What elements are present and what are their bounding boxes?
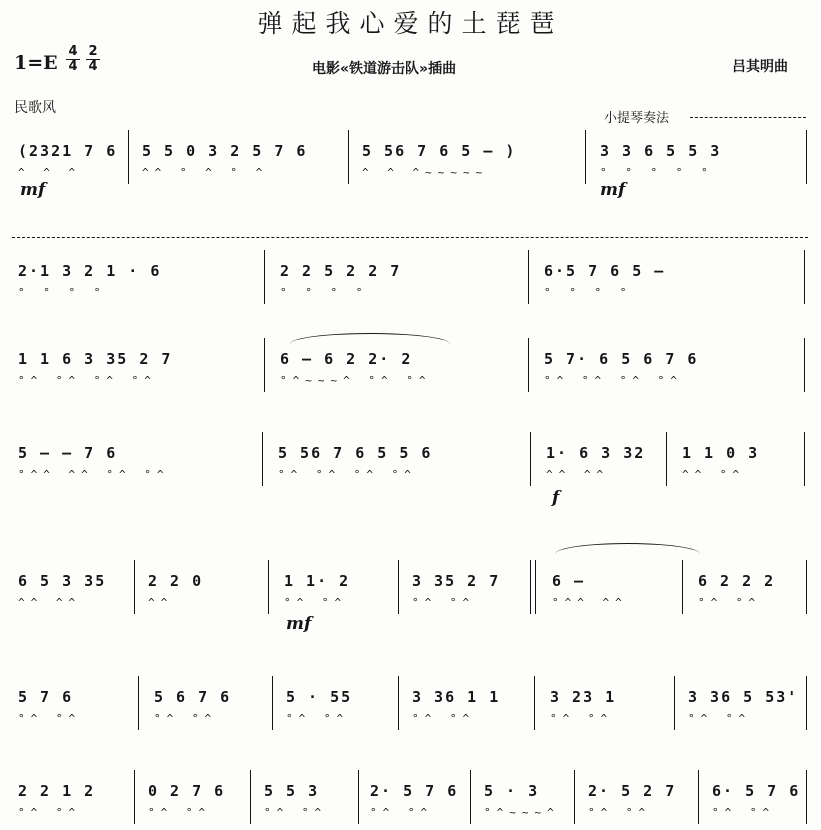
barline bbox=[804, 338, 805, 392]
measure bbox=[276, 560, 394, 620]
measure-marks: °^ °^ bbox=[18, 806, 82, 819]
song-title: 弹起我心爱的土琵琶 bbox=[257, 9, 564, 38]
barline bbox=[806, 560, 807, 614]
measure-notes: 2·1 3 2 1 · 6 bbox=[18, 262, 162, 280]
measure-notes: 5 7· 6 5 6 7 6 bbox=[544, 350, 699, 368]
measure-notes: 1 1 6 3 35 2 7 bbox=[18, 350, 173, 368]
measure-marks: °^ °^ °^ °^ bbox=[18, 374, 157, 387]
time-signature-4-4 bbox=[66, 46, 80, 73]
measure bbox=[476, 770, 574, 830]
measure-marks: °^ °^ °^ °^ bbox=[544, 374, 683, 387]
measure bbox=[362, 770, 466, 830]
measure-marks: °^~~~^ °^ °^ bbox=[280, 374, 432, 387]
measure-notes: 5 · 55 bbox=[286, 688, 353, 706]
barline bbox=[272, 676, 273, 730]
measure-marks: ^^ °^ bbox=[682, 468, 746, 481]
measure-notes: (2321 7 6 bbox=[18, 142, 118, 160]
measure-marks: °^ °^ bbox=[18, 712, 82, 725]
measure bbox=[270, 432, 530, 492]
measure-notes: 6· 5 7 6 bbox=[712, 782, 801, 800]
barline bbox=[134, 770, 135, 824]
measure-marks: °^^ ^^ bbox=[552, 596, 628, 609]
measure bbox=[140, 770, 250, 830]
measure bbox=[580, 770, 698, 830]
slur bbox=[555, 543, 700, 554]
measure bbox=[272, 250, 522, 310]
barline bbox=[806, 770, 807, 824]
measure-notes: 3 36 5 53' bbox=[688, 688, 799, 706]
measure-notes: 5 5 3 bbox=[264, 782, 320, 800]
barline bbox=[530, 560, 531, 614]
measure-notes: 5 56 7 6 5 – ) bbox=[362, 142, 517, 160]
measure-marks: °^ °^ °^ °^ bbox=[278, 468, 417, 481]
measure-marks: °^ °^ bbox=[370, 806, 434, 819]
measure-marks: °^ °^ bbox=[148, 806, 212, 819]
barline bbox=[264, 250, 265, 304]
measure-notes: 6 – bbox=[552, 572, 586, 590]
measure-notes: 2 2 1 2 bbox=[18, 782, 96, 800]
barline bbox=[262, 432, 263, 486]
measure-notes: 0 2 7 6 bbox=[148, 782, 226, 800]
song-subtitle: 电影«铁道游击队»插曲 bbox=[312, 61, 457, 77]
measure-marks: ° ° ° ° bbox=[280, 286, 369, 299]
measure-marks: °^ °^ bbox=[412, 712, 476, 725]
measure bbox=[542, 676, 667, 736]
measure-notes: 5 56 7 6 5 5 6 bbox=[278, 444, 433, 462]
time-signature-2-4 bbox=[86, 46, 100, 73]
measure bbox=[10, 560, 130, 620]
measure bbox=[10, 770, 128, 830]
dynamic-mf: mf bbox=[600, 180, 626, 200]
measure-notes: 5 5 0 3 2 5 7 6 bbox=[142, 142, 308, 160]
barline bbox=[804, 250, 805, 304]
barline bbox=[134, 560, 135, 614]
measure bbox=[272, 338, 522, 398]
measure-notes: 6·5 7 6 5 – bbox=[544, 262, 666, 280]
measure-marks: °^ °^ bbox=[712, 806, 776, 819]
staff-row-7 bbox=[0, 770, 821, 830]
staff-row-3 bbox=[0, 338, 821, 398]
measure-marks: ^ ^ ^ bbox=[18, 166, 82, 179]
measure-notes: 1 1· 2 bbox=[284, 572, 351, 590]
measure-notes: 1· 6 3 32 bbox=[546, 444, 646, 462]
barline bbox=[348, 130, 349, 184]
dynamic-mf: mf bbox=[20, 180, 46, 200]
measure-marks: ° ° ° ° ° bbox=[600, 166, 714, 179]
time-denominator: 4 bbox=[68, 59, 78, 74]
staff-row-2 bbox=[0, 250, 821, 310]
measure-notes: 5 · 3 bbox=[484, 782, 540, 800]
barline bbox=[585, 130, 586, 184]
barline bbox=[264, 338, 265, 392]
barline bbox=[528, 250, 529, 304]
dynamic-mf: mf bbox=[286, 614, 312, 634]
measure-notes: 2· 5 2 7 bbox=[588, 782, 677, 800]
barline bbox=[398, 676, 399, 730]
measure-marks: ^^ ^^ bbox=[18, 596, 82, 609]
barline bbox=[250, 770, 251, 824]
time-numerator: 2 bbox=[88, 44, 98, 59]
measure-marks: °^ °^ bbox=[698, 596, 762, 609]
barline bbox=[534, 676, 535, 730]
measure bbox=[354, 130, 574, 190]
measure-notes: 6 – 6 2 2· 2 bbox=[280, 350, 413, 368]
barline bbox=[138, 676, 139, 730]
measure bbox=[10, 676, 130, 736]
barline bbox=[470, 770, 471, 824]
staff-row-4 bbox=[0, 432, 821, 492]
measure-notes: 1 1 0 3 bbox=[682, 444, 760, 462]
measure bbox=[544, 560, 674, 620]
measure-marks: ^^ ^^ bbox=[546, 468, 610, 481]
measure-notes: 3 23 1 bbox=[550, 688, 617, 706]
measure-notes: 5 7 6 bbox=[18, 688, 74, 706]
measure-marks: °^ °^ bbox=[284, 596, 348, 609]
measure-marks: °^ °^ bbox=[264, 806, 328, 819]
measure bbox=[536, 338, 796, 398]
dynamic-f: f bbox=[552, 488, 560, 508]
barline bbox=[806, 676, 807, 730]
section-divider bbox=[12, 237, 808, 238]
measure-marks: ° ° ° ° bbox=[544, 286, 633, 299]
measure bbox=[10, 432, 260, 492]
barline bbox=[528, 338, 529, 392]
measure-marks: °^ °^ bbox=[588, 806, 652, 819]
measure-notes: 2· 5 7 6 bbox=[370, 782, 459, 800]
staff-row-6 bbox=[0, 676, 821, 736]
measure bbox=[146, 676, 266, 736]
measure bbox=[536, 250, 796, 310]
measure bbox=[10, 338, 260, 398]
time-numerator: 4 bbox=[68, 44, 78, 59]
measure bbox=[690, 560, 802, 620]
key-signature: 1=E bbox=[14, 52, 58, 74]
barline bbox=[268, 560, 269, 614]
barline bbox=[804, 432, 805, 486]
barline bbox=[358, 770, 359, 824]
measure bbox=[134, 130, 344, 190]
time-denominator: 4 bbox=[88, 59, 98, 74]
barline bbox=[128, 130, 129, 184]
measure bbox=[404, 560, 522, 620]
measure-notes: 5 – – 7 6 bbox=[18, 444, 118, 462]
measure-marks: ^ ^ ^~~~~~ bbox=[362, 166, 489, 179]
measure bbox=[140, 560, 260, 620]
measure-notes: 3 35 2 7 bbox=[412, 572, 501, 590]
measure bbox=[538, 432, 663, 492]
measure bbox=[704, 770, 804, 830]
measure-marks: ^^ bbox=[148, 596, 174, 609]
measure-marks: ° ° ° ° bbox=[18, 286, 107, 299]
staff-row-5 bbox=[0, 560, 821, 620]
staff-row-1 bbox=[0, 130, 821, 190]
measure-marks: °^ °^ bbox=[412, 596, 476, 609]
measure bbox=[256, 770, 354, 830]
barline bbox=[806, 130, 807, 184]
technique-marking: 小提琴奏法 bbox=[604, 111, 670, 126]
barline bbox=[530, 432, 531, 486]
measure-notes: 6 2 2 2 bbox=[698, 572, 776, 590]
measure-marks: ^^ ° ^ ° ^ bbox=[142, 166, 269, 179]
composer: 吕其明曲 bbox=[732, 59, 788, 75]
measure bbox=[680, 676, 802, 736]
measure-notes: 3 36 1 1 bbox=[412, 688, 501, 706]
measure-notes: 5 6 7 6 bbox=[154, 688, 232, 706]
technique-extension-line bbox=[690, 117, 806, 118]
measure bbox=[278, 676, 396, 736]
barline-double bbox=[535, 560, 536, 614]
style-marking: 民歌风 bbox=[14, 100, 56, 116]
measure-marks: °^ °^ bbox=[550, 712, 614, 725]
barline bbox=[698, 770, 699, 824]
measure-notes: 3 3 6 5 5 3 bbox=[600, 142, 722, 160]
measure-marks: °^ °^ bbox=[154, 712, 218, 725]
measure-notes: 6 5 3 35 bbox=[18, 572, 107, 590]
measure bbox=[674, 432, 799, 492]
measure-marks: °^^ ^^ °^ °^ bbox=[18, 468, 170, 481]
measure-marks: °^~~~^ bbox=[484, 806, 560, 819]
barline bbox=[674, 676, 675, 730]
barline bbox=[682, 560, 683, 614]
measure-marks: °^ °^ bbox=[286, 712, 350, 725]
barline bbox=[398, 560, 399, 614]
measure-marks: °^ °^ bbox=[688, 712, 752, 725]
barline bbox=[574, 770, 575, 824]
measure bbox=[404, 676, 522, 736]
barline bbox=[666, 432, 667, 486]
measure-notes: 2 2 0 bbox=[148, 572, 204, 590]
measure-notes: 2 2 5 2 2 7 bbox=[280, 262, 402, 280]
measure bbox=[10, 250, 260, 310]
